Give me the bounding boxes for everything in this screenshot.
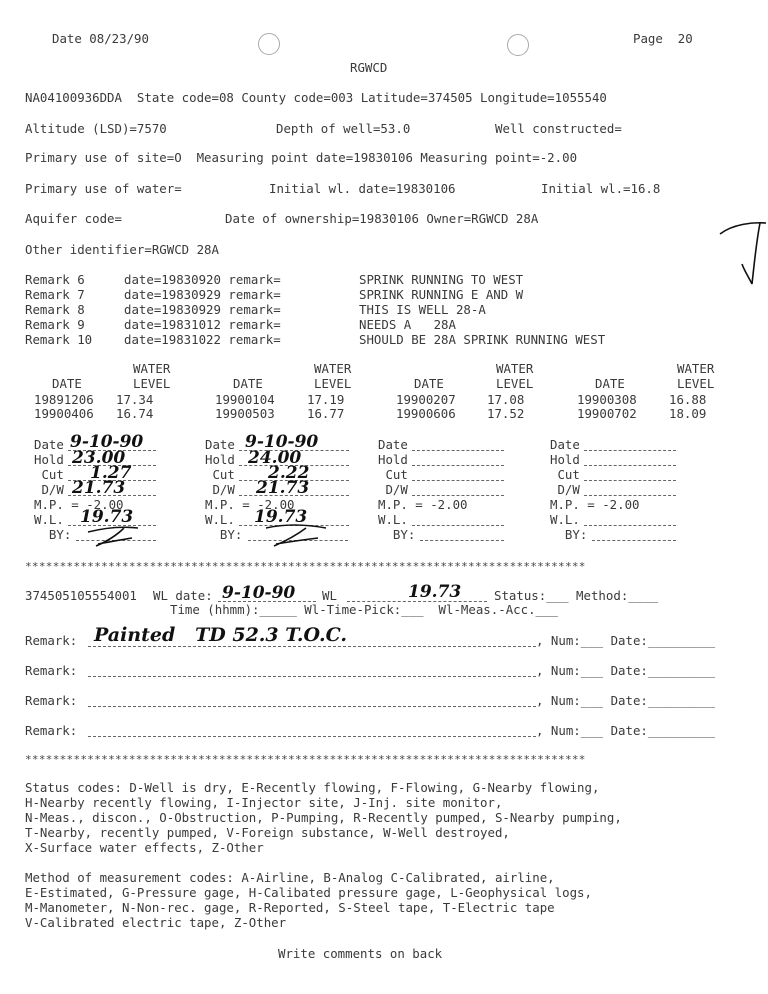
status-code-line: Status codes: D-Well is dry, E-Recently flowing, F-Flowing, G-Nearby flowing, <box>25 780 600 795</box>
block-by-line <box>592 540 676 541</box>
block-date-value[interactable]: 9-10-90 <box>70 432 144 452</box>
punch-hole-right <box>507 34 529 56</box>
block-by-label: BY: <box>34 527 72 542</box>
status-code-line: N-Meas., discon., O-Obstruction, P-Pumping, R-Recently pumped, S-Nearby pumping, <box>25 810 622 825</box>
punch-hole-left <box>258 33 280 55</box>
remark-date: date=19831012 remark= <box>124 317 281 332</box>
site-number: 374505105554001 <box>25 588 137 603</box>
remark-field-line <box>88 676 536 677</box>
remark-field-line <box>88 736 536 737</box>
block-dw-label: D/W <box>550 482 580 497</box>
altitude: Altitude (LSD)=7570 <box>25 121 167 136</box>
table-cell: 17.08 <box>487 392 525 407</box>
remark-date: date=19830920 remark= <box>124 272 281 287</box>
remark-num-date: , Num:___ Date:_________ <box>536 663 716 678</box>
wl-value[interactable]: 19.73 <box>408 582 462 602</box>
block-cut-label: Cut <box>205 467 235 482</box>
water-header: WATER <box>496 361 534 376</box>
remark-field-line <box>88 646 536 647</box>
table-cell: 16.77 <box>307 406 345 421</box>
date-header: DATE <box>52 376 82 391</box>
wl-date-value[interactable]: 9-10-90 <box>222 583 296 603</box>
table-cell: 17.19 <box>307 392 345 407</box>
block-date-label: Date <box>550 437 580 452</box>
initial-wl: Initial wl.=16.8 <box>541 181 661 196</box>
method-code-line: E-Estimated, G-Pressure gage, H-Calibated pressure gage, L-Geophysical logs, <box>25 885 592 900</box>
table-cell: 19900503 <box>215 406 275 421</box>
block-date-line <box>412 450 504 451</box>
block-wl-value[interactable]: 19.73 <box>80 507 134 527</box>
status-method: Status:___ Method:____ <box>494 588 659 603</box>
block-dw-label: D/W <box>34 482 64 497</box>
block-hold-label: Hold <box>378 452 408 467</box>
time-line: Time (hhmm):_____ Wl-Time-Pick:___ Wl-Meas.-Acc.___ <box>170 602 558 617</box>
block-date-label: Date <box>205 437 235 452</box>
block-mp-label: M.P. = -2.00 <box>378 497 468 512</box>
block-by-line <box>420 540 504 541</box>
table-cell: 17.52 <box>487 406 525 421</box>
initial-wl-date: Initial wl. date=19830106 <box>269 181 456 196</box>
date-header: DATE <box>414 376 444 391</box>
table-cell: 19900702 <box>577 406 637 421</box>
remark-field-label: Remark: <box>25 663 78 678</box>
block-cut-label: Cut <box>34 467 64 482</box>
table-cell: 19900406 <box>34 406 94 421</box>
block-hold-line <box>412 465 504 466</box>
initials-signature <box>262 522 332 548</box>
table-cell: 16.88 <box>669 392 707 407</box>
primary-use-site: Primary use of site=O Measuring point date=19830106 Measuring point=-2.00 <box>25 150 578 165</box>
block-hold-line <box>584 465 676 466</box>
level-header: LEVEL <box>496 376 534 391</box>
header-agency: RGWCD <box>350 60 388 75</box>
table-cell: 19900207 <box>396 392 456 407</box>
header-date: Date 08/23/90 <box>52 31 149 46</box>
remark-field-label: Remark: <box>25 693 78 708</box>
block-hold-label: Hold <box>205 452 235 467</box>
status-code-line: X-Surface water effects, Z-Other <box>25 840 264 855</box>
block-cut-label: Cut <box>550 467 580 482</box>
block-wl-line <box>412 525 504 526</box>
star-divider: ********************************************************************************* <box>25 560 586 573</box>
level-header: LEVEL <box>677 376 715 391</box>
remark-text: SPRINK RUNNING E AND W <box>359 287 524 302</box>
remark-field-label: Remark: <box>25 723 78 738</box>
block-date-label: Date <box>34 437 64 452</box>
ownership: Date of ownership=19830106 Owner=RGWCD 28A <box>225 211 539 226</box>
block-cut-value[interactable]: 2.22 <box>268 463 310 483</box>
site-line-1: NA04100936DDA State code=08 County code=003 Latitude=374505 Longitude=1055540 <box>25 90 607 105</box>
block-by-label: BY: <box>205 527 243 542</box>
block-cut-line <box>412 480 504 481</box>
header-page: Page 20 <box>633 31 693 46</box>
water-header: WATER <box>314 361 352 376</box>
table-cell: 17.34 <box>116 392 154 407</box>
block-dw-label: D/W <box>378 482 408 497</box>
remark-date: date=19830929 remark= <box>124 287 281 302</box>
remark-text: THIS IS WELL 28-A <box>359 302 486 317</box>
remark-num-date: , Num:___ Date:_________ <box>536 633 716 648</box>
block-date-value[interactable]: 9-10-90 <box>245 432 319 452</box>
wl-date-label: WL date: <box>153 588 213 603</box>
remark-date: date=19831022 remark= <box>124 332 281 347</box>
block-dw-line <box>584 495 676 496</box>
block-mp-label: M.P. = -2.00 <box>205 497 295 512</box>
block-hold-label: Hold <box>550 452 580 467</box>
method-code-line: V-Calibrated electric tape, Z-Other <box>25 915 287 930</box>
remark-label: Remark 8 <box>25 302 93 317</box>
wl-label: WL <box>322 588 337 603</box>
block-wl-label: W.L. <box>378 512 408 527</box>
block-wl-value[interactable]: 19.73 <box>254 507 308 527</box>
block-by-label: BY: <box>378 527 416 542</box>
block-wl-label: W.L. <box>34 512 64 527</box>
block-date-label: Date <box>378 437 408 452</box>
block-hold-label: Hold <box>34 452 64 467</box>
remark-num-date: , Num:___ Date:_________ <box>536 723 716 738</box>
footer-note: Write comments on back <box>278 946 443 961</box>
remark-date: date=19830929 remark= <box>124 302 281 317</box>
remark-field-label: Remark: <box>25 633 78 648</box>
water-header: WATER <box>677 361 715 376</box>
aquifer-code: Aquifer code= <box>25 211 122 226</box>
well-constructed: Well constructed= <box>495 121 622 136</box>
block-cut-label: Cut <box>378 467 408 482</box>
level-header: LEVEL <box>314 376 352 391</box>
remark-text: SHOULD BE 28A SPRINK RUNNING WEST <box>359 332 606 347</box>
water-header: WATER <box>133 361 171 376</box>
method-code-line: Method of measurement codes: A-Airline, B-Analog C-Calibrated, airline, <box>25 870 555 885</box>
block-wl-label: W.L. <box>550 512 580 527</box>
method-code-line: M-Manometer, N-Non-rec. gage, R-Reported, S-Steel tape, T-Electric tape <box>25 900 555 915</box>
block-wl-label: W.L. <box>205 512 235 527</box>
status-code-line: T-Nearby, recently pumped, V-Foreign substance, W-Well destroyed, <box>25 825 510 840</box>
remark-label: Remark 7 <box>25 287 93 302</box>
block-by-label: BY: <box>550 527 588 542</box>
block-mp-label: M.P. = -2.00 <box>34 497 124 512</box>
remark-label: Remark 10 <box>25 332 93 347</box>
date-header: DATE <box>233 376 263 391</box>
remark-text: NEEDS A 28A <box>359 317 456 332</box>
status-code-line: H-Nearby recently flowing, I-Injector site, J-Inj. site monitor, <box>25 795 503 810</box>
table-cell: 19900606 <box>396 406 456 421</box>
table-cell: 19900104 <box>215 392 275 407</box>
initials-signature <box>84 524 144 548</box>
remark-label: Remark 6 <box>25 272 93 287</box>
block-hold-value[interactable]: 23.00 <box>72 448 126 468</box>
star-divider: ********************************************************************************* <box>25 753 586 766</box>
table-cell: 18.09 <box>669 406 707 421</box>
remark-field-line <box>88 706 536 707</box>
table-cell: 19891206 <box>34 392 94 407</box>
block-cut-value[interactable]: 1.27 <box>90 463 132 483</box>
block-date-line <box>584 450 676 451</box>
remark-label: Remark 9 <box>25 317 93 332</box>
well-depth: Depth of well=53.0 <box>276 121 411 136</box>
block-wl-line <box>584 525 676 526</box>
level-header: LEVEL <box>133 376 171 391</box>
block-dw-value[interactable]: 21.73 <box>256 478 310 498</box>
block-hold-value[interactable]: 24.00 <box>248 448 302 468</box>
table-cell: 19900308 <box>577 392 637 407</box>
block-dw-line <box>412 495 504 496</box>
remark-field-value[interactable]: Painted TD 52.3 T.O.C. <box>94 624 347 646</box>
primary-use-water: Primary use of water= <box>25 181 182 196</box>
check-mark <box>718 214 768 294</box>
table-cell: 16.74 <box>116 406 154 421</box>
block-dw-value[interactable]: 21.73 <box>72 478 126 498</box>
remark-num-date: , Num:___ Date:_________ <box>536 693 716 708</box>
block-dw-label: D/W <box>205 482 235 497</box>
block-mp-label: M.P. = -2.00 <box>550 497 640 512</box>
block-cut-line <box>584 480 676 481</box>
other-identifier: Other identifier=RGWCD 28A <box>25 242 219 257</box>
remark-text: SPRINK RUNNING TO WEST <box>359 272 524 287</box>
date-header: DATE <box>595 376 625 391</box>
